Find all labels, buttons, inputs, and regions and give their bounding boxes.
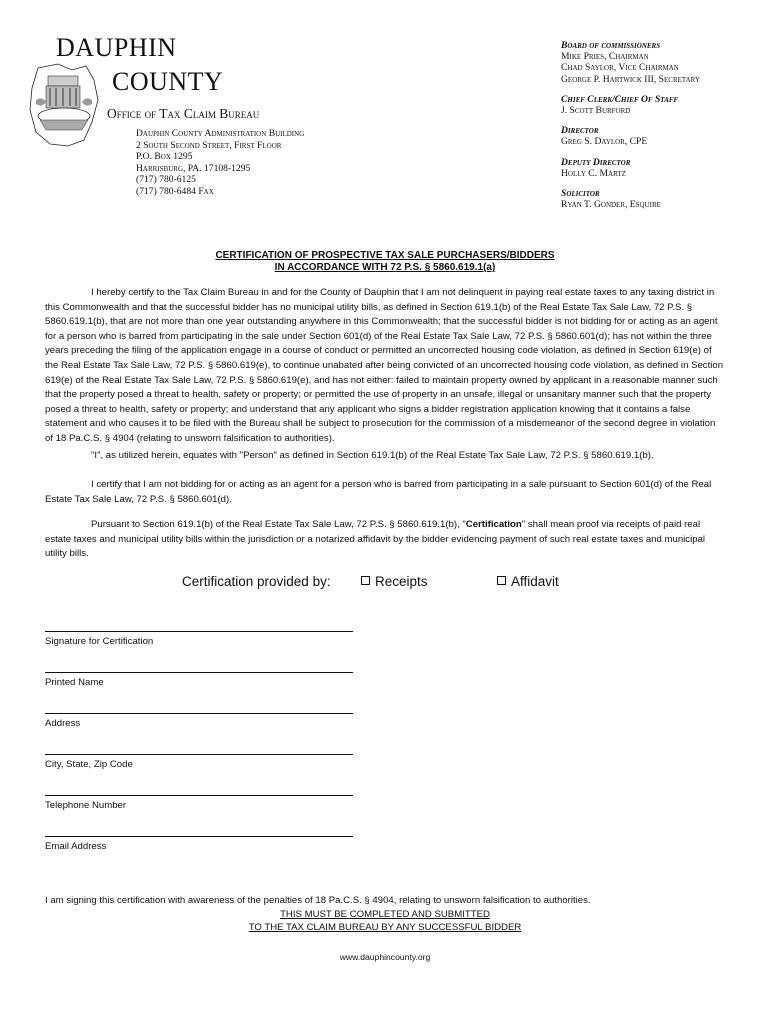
director-title: Director (561, 125, 599, 137)
penalty-statement: I am signing this certification with awareness of the penalties of 18 Pa.C.S. § 4904, relating to unsworn falsification to authorities. (45, 895, 591, 906)
affidavit-label: Affidavit (511, 574, 559, 589)
field-label: Address (45, 718, 81, 729)
field-label: Signature for Certification (45, 636, 154, 647)
address-line: Harrisburg, PA. 17108-1295 (136, 162, 251, 174)
field-label: Email Address (45, 841, 107, 852)
website-url: www.dauphincounty.org (339, 952, 431, 962)
paragraph-text: I hereby certify to the Tax Claim Bureau in and for the County of Dauphin that I am not delinquent in paying real estate taxes to any taxing district in this Commonwealth and that the successful bidder has no municipal utility bills, as defined in Section 619.1(b) of the Real Estate Tax Sale Law, 72 P.S. § 5860.619.1(b), that are not more than one year outstanding anywhere in this Commonwealth; that the successful bidder is not bidding for or acting as an agent for a person who is barred from participating in the sale under Section 601(d) of the Real Estate Tax Sale Law, 72 P.S. § 5860.601(d); has not within the three years preceding the filing of the application engage in a course of conduct or permitted an uncorrected housing code violation, as defined in Section 619(e) of the Real Estate Tax Sale Law, 72 P.S. § 5860.619(e), to continue unabated after being convicted of an uncorrected housing code violation, as defined in Section 619(e) of the Real Estate Tax Sale Law, 72 P.S. § 5860.619(e), and has not either: failed to maintain property owned by applicant in a reasonable manner such that the property posed a threat to health, safety or property; or permitted the use of property in an unsafe, illegal or unsanitary manner such that the property posed a threat to health, safety or property; and understand that any applicant who signs a bidder registration application knowing that it contains a false statement and who causes it to be filed with the Bureau shall be subject to prosecution for the commission of a misdemeanor of the second degree in violation of 18 Pa.C.S. § 4904 (relating to unsworn falsification to authorities). (45, 287, 724, 444)
county-seal-icon (28, 60, 100, 150)
paragraph-text: " shall mean proof via receipts of paid real estate taxes and municipal utility bills within the jurisdiction or a notarized affidavit by the bidder evidencing payment of such real estate taxes and municipal utility bills. (45, 519, 706, 560)
email-field (45, 836, 353, 852)
paragraph-text: "I", as utilized herein, equates with "Person" as defined in Section 619.1(b) of the Real Estate Tax Sale Law, 72 P.S. § 5860.619.1(b). (91, 450, 654, 461)
address-line: Dauphin County Administration Building (136, 128, 305, 139)
document-subheading: IN ACCORDANCE WITH 72 P.S. § 5860.619.1(a) (274, 262, 496, 273)
chief-clerk-name: J. Scott Burford (561, 105, 631, 117)
telephone-field (45, 795, 353, 811)
address-line: P.O. Box 1295 (136, 151, 193, 163)
paragraph-text: I certify that I am not bidding for or acting as an agent for a person who is barred from participating in a sale pursuant to Section 601(d) of the Real Estate Tax Sale Law, 72 P.S. § 5860.601(d). (45, 479, 712, 505)
signature-field (45, 631, 353, 647)
affidavit-checkbox[interactable] (497, 576, 506, 585)
address-field (45, 713, 353, 729)
city-state-zip-field (45, 754, 353, 770)
solicitor-title: Solicitor (561, 188, 600, 200)
certification-term: Certification (465, 519, 522, 530)
address-line-input[interactable] (45, 713, 353, 714)
agent-paragraph (45, 478, 725, 507)
deputy-director-title: Deputy Director (561, 156, 631, 168)
proof-paragraph (45, 518, 725, 562)
certification-options (0, 574, 770, 594)
affidavit-option[interactable] (497, 574, 559, 589)
receipts-option[interactable] (361, 574, 428, 589)
printed-name-line[interactable] (45, 672, 353, 673)
director-name: Greg S. Daylor, CPE (561, 136, 648, 148)
county-name-line2: COUNTY (112, 67, 224, 96)
certification-label: Certification provided by: (182, 574, 331, 589)
printed-name-field (45, 672, 353, 688)
email-line[interactable] (45, 836, 353, 837)
field-label: Telephone Number (45, 800, 127, 811)
office-name: Office of Tax Claim Bureau (107, 106, 260, 121)
field-label: City, State, Zip Code (45, 759, 133, 770)
phone-number: (717) 780-6125 (136, 174, 196, 186)
definition-paragraph (45, 449, 725, 464)
receipts-checkbox[interactable] (361, 576, 370, 585)
deputy-director-name: Holly C. Martz (561, 167, 626, 179)
county-name-line1: DAUPHIN (56, 33, 177, 62)
address-line: 2 South Second Street, First Floor (136, 139, 282, 151)
chief-clerk-title: Chief Clerk/Chief Of Staff (561, 93, 679, 105)
city-state-zip-line[interactable] (45, 754, 353, 755)
board-member: Chad Saylor, Vice Chairman (561, 62, 679, 74)
certification-paragraph (45, 286, 725, 447)
signature-line[interactable] (45, 631, 353, 632)
board-member: George P. Hartwick III, Secretary (561, 73, 701, 85)
document-heading: CERTIFICATION OF PROSPECTIVE TAX SALE PURCHASERS/BIDDERS (215, 250, 555, 261)
submission-notice-line1: THIS MUST BE COMPLETED AND SUBMITTED (280, 909, 490, 920)
field-label: Printed Name (45, 677, 104, 688)
submission-notice-line2: TO THE TAX CLAIM BUREAU BY ANY SUCCESSFUL BIDDER (248, 922, 522, 933)
board-title: Board of commissioners (561, 40, 661, 51)
paragraph-text: Pursuant to Section 619.1(b) of the Real Estate Tax Sale Law, 72 P.S. § 5860.619.1(b), " (91, 519, 466, 530)
telephone-line[interactable] (45, 795, 353, 796)
solicitor-name: Ryan T. Gonder, Esquire (561, 199, 661, 211)
fax-number: (717) 780-6484 Fax (136, 185, 214, 197)
board-member: Mike Pries, Chairman (561, 51, 649, 63)
receipts-label: Receipts (375, 574, 428, 589)
office-address (136, 128, 304, 198)
officials-roster (561, 40, 700, 219)
